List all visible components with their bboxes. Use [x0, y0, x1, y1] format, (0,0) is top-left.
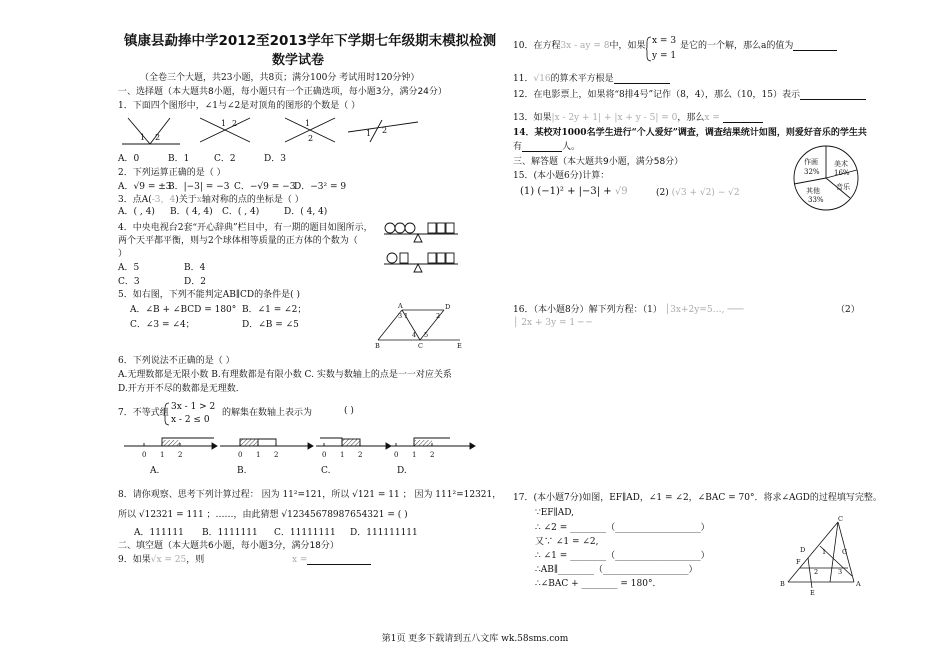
q17-step-3: 又∵ ∠1 = ∠2, [535, 537, 599, 547]
page-footer: 第1页 更多下载请到五八文库 wk.58sms.com [381, 634, 569, 644]
q8-option-b: B．1111111 [202, 528, 258, 538]
pie-label-music: 音乐 [836, 183, 850, 191]
q11-blank[interactable] [614, 83, 670, 84]
q5-option-d: D．∠B = ∠5 [242, 320, 299, 330]
q17-label-d: D [800, 546, 806, 554]
q17-label-3: 3 [838, 568, 843, 576]
pie-label-art: 美术 [834, 160, 848, 168]
q5-option-a: A．∠B + ∠BCD = 180° [130, 305, 237, 315]
q10-part-c: 是它的一个解，那么a的值为 [680, 41, 837, 51]
q8-option-c: C．11111111 [274, 528, 336, 538]
question-10: 10．在方程3x - ay = 8中，如果 [513, 41, 646, 51]
pie-label-drawing: 作画 [804, 158, 818, 166]
question-3: 3．点A(-3，4)关于x轴对称的点的坐标是（ ） [118, 195, 304, 205]
q6-line-1: A.无理数都是无限小数 B.有理数都是有限小数 C. 实数与数轴上的点是一一对应关系 [118, 370, 452, 380]
q17-label-1: 1 [822, 548, 827, 556]
q9-part-c: x = [292, 555, 308, 565]
q4-option-b: B．4 [184, 263, 206, 273]
q14-blank[interactable] [522, 151, 562, 152]
q7-option-c: C. [321, 466, 331, 476]
q7-system-eq-1: 3x - 1 > 2 [171, 402, 216, 412]
q17-step-4: ∴ ∠1 = ________（___________________） [535, 551, 710, 561]
q9-answer [292, 555, 371, 565]
q7-c-tick-2: 2 [358, 451, 363, 459]
q17-triangle-figure [780, 516, 866, 596]
q5-label-5: 5 [424, 331, 429, 339]
q15-part-2: (2) (√3 + √2) − √2 [656, 188, 740, 198]
q17-label-2: 2 [814, 568, 819, 576]
question-5: 5．如右图，下列不能判定AB∥CD的条件是( ) [118, 290, 300, 300]
q17-step-5: ∴AB∥________（___________________） [535, 565, 698, 575]
q10-system-eq-1: x = 3 [652, 36, 677, 46]
q3-part-c: 轴对称的点的坐标是（ ） [201, 195, 304, 205]
pie-label-other: 其他 [806, 187, 820, 195]
q3-option-b: B．( 4, 4) [170, 207, 213, 217]
question-16: 16．（本小题8分）解下列方程：（1） │3x+2y=5…, ─── [513, 305, 744, 315]
question-11: 11．√16的算术平方根是 [513, 74, 670, 84]
question-17: 17．(本小题7分)如图，EF∥AD，∠1 = ∠2，∠BAC = 70°．将求∠AGD的过程填写完整。 [513, 493, 882, 503]
q1-fig-d-label-1: 1 [366, 129, 372, 138]
q4-line-1: 4．中央电视台2套“开心辞典”栏目中，有一期的题目如图所示， [118, 223, 373, 233]
q5-option-c: C．∠3 = ∠4； [130, 320, 195, 330]
q12-blank[interactable] [800, 99, 866, 100]
q17-label-c: C [838, 515, 843, 523]
q7-part-c: ( ) [344, 406, 354, 416]
q1-fig-a-label-1: 1 [140, 133, 146, 142]
exam-intro: （全卷三个大题，共23小题，共8页；满分100分 考试用时120分钟） [140, 73, 420, 83]
q7-number-lines [120, 430, 480, 464]
question-15: 15．(本小题6分)计算： [513, 171, 610, 181]
q7-a-tick-2: 2 [178, 451, 183, 459]
q16-equation-faded: │ 2x + 3y = 1 ─ ─ [513, 318, 592, 328]
q1-option-a: A．0 [118, 154, 140, 164]
q10-part-a: 10．在方程 [513, 41, 561, 51]
q5-option-b: B．∠1 = ∠2； [242, 305, 307, 315]
q5-label-c: C [418, 342, 423, 350]
q1-fig-c-label-1: 1 [305, 119, 311, 128]
q9-part-a: 9．如果 [118, 555, 151, 565]
q1-option-c: C．2 [214, 154, 236, 164]
q7-part-a: 7．不等式组 [118, 408, 169, 418]
q17-step-1: ∵EF∥AD, [535, 508, 574, 518]
q7-option-b: B. [237, 466, 247, 476]
q1-option-b: B．1 [168, 154, 190, 164]
q7-d-tick-2: 2 [430, 451, 435, 459]
q2-option-a: A．√9 = ±3 [118, 182, 172, 192]
q14-pie-chart [792, 144, 860, 212]
q5-label-1: 1 [404, 312, 409, 320]
q3-part-b: )关于 [175, 195, 197, 205]
q7-a-tick-1: 1 [160, 451, 165, 459]
question-9: 9．如果√x = 25，则 [118, 555, 205, 565]
q8-line-1: 8．请你观察、思考下列计算过程： 因为 11²=121，所以 √121 = 11 ； 因为 111²=12321， [118, 490, 502, 500]
q3-option-c: C．( , 4) [222, 207, 260, 217]
exam-title: 镇康县勐捧中学2012至2013学年下学期七年级期末模拟检测 [124, 33, 497, 49]
q7-b-tick-1: 1 [256, 451, 261, 459]
question-1: 1．下面四个图形中，∠1与∠2是对顶角的图形的个数是（ ） [118, 101, 361, 111]
q4-option-c: C．3 [118, 277, 140, 287]
q9-part-b: ，则 [186, 555, 205, 565]
q2-option-c: C．−√9 = −3 [234, 182, 296, 192]
q14-line-2: 有 人。 [513, 142, 581, 152]
q7-brace [164, 402, 170, 426]
q13-blank[interactable] [723, 122, 763, 123]
q1-option-d: D．3 [264, 154, 286, 164]
q17-step-6: ∴∠BAC + ________ = 180°． [535, 579, 662, 589]
q7-c-tick-0: 0 [322, 451, 327, 459]
q5-label-2: 2 [436, 312, 441, 320]
q5-label-b: B [375, 342, 380, 350]
q7-option-a: A. [150, 466, 160, 476]
section-2-heading: 二、填空题（本大题共6小题，每小题3分，满分18分） [118, 541, 339, 551]
question-6: 6．下列说法不正确的是（ ） [118, 356, 235, 366]
q1-angle-figures [120, 114, 430, 150]
q3-part-a: 3．点A( [118, 195, 152, 205]
question-13: 13．如果|x - 2y + 1| + |x + y - 5| = 0，那么x = [513, 113, 763, 123]
q17-label-f: F [796, 558, 801, 566]
q17-label-g: G [842, 548, 848, 556]
q15-part-1: (1) (−1)² + |−3| + √9 [520, 186, 628, 197]
q1-fig-a-label-2: 2 [155, 133, 161, 142]
q5-parallelogram-figure [372, 302, 464, 350]
q3-option-d: D．( 4, 4) [284, 207, 328, 217]
q3-option-a: A．( , 4) [118, 207, 155, 217]
q10-system-eq-2: y = 1 [652, 51, 677, 61]
q5-label-d: D [445, 303, 451, 311]
q17-step-2: ∴ ∠2 = ________（___________________） [535, 523, 710, 533]
q7-d-tick-1: 1 [412, 451, 417, 459]
q9-blank[interactable] [307, 564, 371, 565]
q7-option-d: D. [397, 466, 407, 476]
pie-value-other: 33% [808, 196, 824, 204]
q5-label-a: A [398, 302, 403, 310]
q8-option-d: D．111111111 [350, 528, 418, 538]
q4-option-a: A．5 [118, 263, 140, 273]
q5-label-4: 4 [412, 331, 417, 339]
q5-label-3: 3 [398, 312, 403, 320]
q1-fig-b-label-2: 2 [232, 119, 238, 128]
q4-line-2: 两个天平都平衡，则与2个球体相等质量的正方体的个数为（ [118, 236, 358, 246]
q8-option-a: A．111111 [134, 528, 184, 538]
q5-label-e: E [457, 342, 462, 350]
section-3-heading: 三、解答题（本大题共9小题，满分58分） [513, 157, 684, 167]
q16-part-2: （2） [836, 305, 860, 315]
q7-system-eq-2: x - 2 ≤ 0 [171, 415, 210, 425]
q4-option-d: D．2 [184, 277, 206, 287]
q1-fig-c-label-2: 2 [308, 134, 314, 143]
section-1-heading: 一、选择题（本大题共8小题，每小题只有一个正确选项，每小题3分，满分24分） [118, 87, 447, 97]
q7-d-tick-0: 0 [394, 451, 399, 459]
q7-b-tick-2: 2 [274, 451, 279, 459]
q4-balance-figures [382, 220, 462, 280]
q17-label-e: E [810, 589, 815, 597]
q17-label-b: B [780, 580, 785, 588]
exam-subtitle: 数学试卷 [272, 53, 325, 68]
q7-c-tick-1: 1 [340, 451, 345, 459]
q2-option-b: B．|−3| = −3 [168, 182, 230, 192]
pie-value-art: 16% [834, 169, 850, 177]
q1-fig-b-label-1: 1 [221, 119, 227, 128]
q4-line-3: ） [118, 249, 128, 259]
q7-a-tick-0: 0 [142, 451, 147, 459]
q10-blank[interactable] [793, 50, 837, 51]
q1-fig-d-label-2: 2 [382, 126, 388, 135]
q10-part-b: 中，如果 [609, 41, 646, 51]
q17-label-a: A [856, 580, 861, 588]
pie-value-drawing: 32% [804, 168, 820, 176]
q2-option-d: D．−3² = 9 [294, 182, 347, 192]
q14-line-1: 14．某校对1000名学生进行“个人爱好”调查，调查结果统计如图，则爱好音乐的学生共 [513, 128, 867, 138]
question-12: 12．在电影票上，如果将“8排4号”记作（8，4），那么（10，15）表示 [513, 90, 866, 100]
q8-line-2: 所以 √12321 = 111 ；……，由此猜想 √12345678987654321 = ( ) [118, 510, 408, 520]
q6-line-2: D.开方开不尽的数都是无理数． [118, 384, 245, 394]
question-2: 2．下列运算正确的是（ ） [118, 168, 226, 178]
q7-part-b: 的解集在数轴上表示为 [222, 408, 313, 418]
q7-b-tick-0: 0 [238, 451, 243, 459]
